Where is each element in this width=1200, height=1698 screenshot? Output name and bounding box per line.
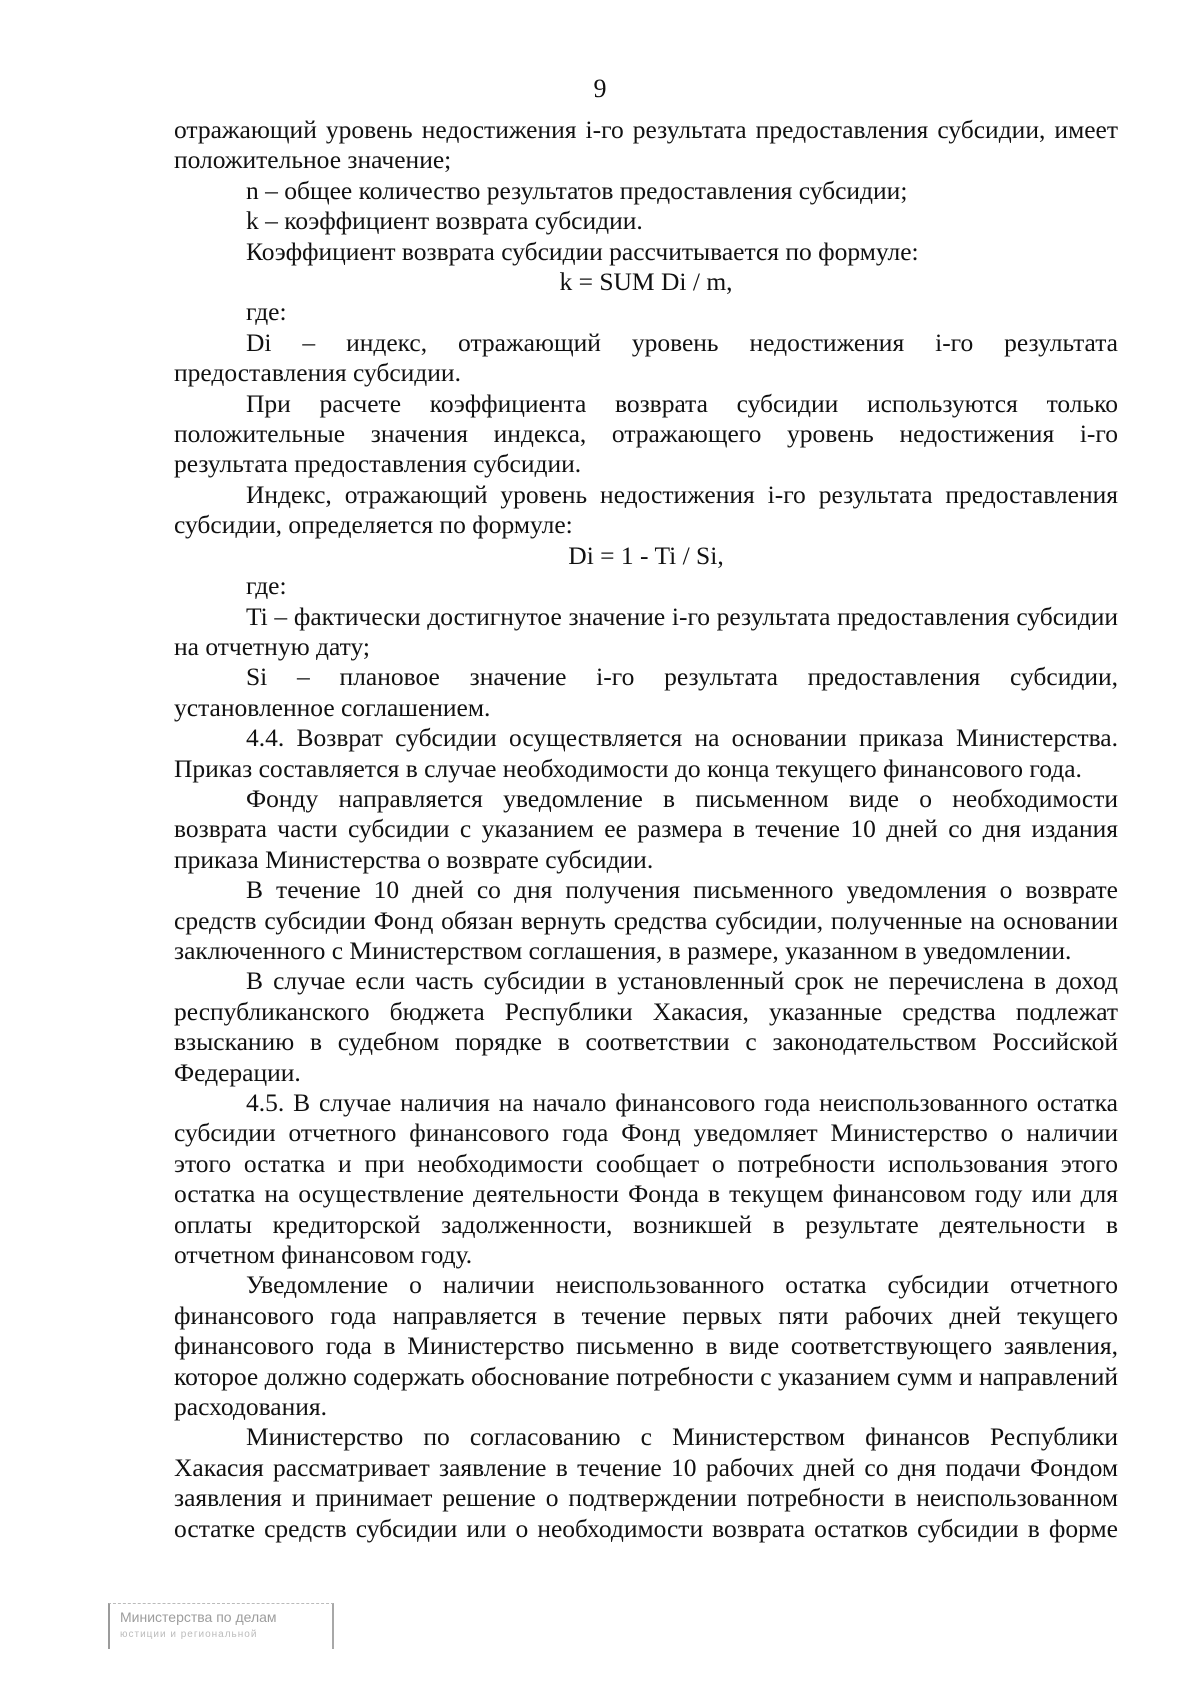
paragraph: Фонду направляется уведомление в письменном виде о необходимости возврата части субсидии с указанием ее размера в течение 10 дней со дня издания приказа Министерства о возврате субсидии. — [174, 783, 1118, 874]
paragraph: Индекс, отражающий уровень недостижения i-го результата предоставления субсидии, определяется по формуле: — [174, 479, 1118, 540]
page-number: 9 — [593, 74, 607, 103]
paragraph: Уведомление о наличии неиспользованного остатка субсидии отчетного финансового года направляется в течение первых пяти рабочих дней текущего финансового года в Министерство письменно в виде соответствующего заявления, которое должно содержать обоснование потребности с указанием сумм и направлений расходования. — [174, 1270, 1118, 1422]
paragraph: где: — [246, 571, 287, 601]
paragraph: k – коэффициент возврата субсидии. — [246, 206, 643, 236]
paragraph: где: — [246, 297, 287, 327]
paragraph: отражающий уровень недостижения i-го результата предоставления субсидии, имеет положительное значение; — [174, 115, 1118, 175]
stamp-line: Министерства по делам — [120, 1609, 277, 1625]
document-body — [174, 115, 1118, 1544]
registration-stamp — [108, 1603, 334, 1649]
stamp-line: юстиции и региональной — [120, 1629, 258, 1640]
paragraph: 4.4. Возврат субсидии осуществляется на основании приказа Министерства. Приказ составляется в случае необходимости до конца текущего финансового года. — [174, 723, 1118, 783]
paragraph: Si – плановое значение i-го результата предоставления субсидии, установленное соглашением. — [174, 662, 1118, 722]
formula-di: Di = 1 - Ti / Si, — [568, 540, 724, 570]
paragraph: 4.5. В случае наличия на начало финансового года неиспользованного остатка субсидии отчетного финансового года Фонд уведомляет Министерство о наличии этого остатка и при необходимости сообщает о потребности использования этого остатка на осуществление деятельности Фонда в текущем финансовом году или для оплаты кредиторской задолженности, возникшей в результате деятельности в отчетном финансовом году. — [174, 1088, 1118, 1270]
paragraph: Di – индекс, отражающий уровень недостижения i-го результата предоставления субсидии. — [174, 327, 1118, 388]
paragraph: Коэффициент возврата субсидии рассчитывается по формуле: — [246, 236, 919, 266]
paragraph: n – общее количество результатов предоставления субсидии; — [246, 175, 908, 205]
formula-k: k = SUM Di / m, — [559, 267, 733, 297]
paragraph: Ti – фактически достигнутое значение i-го результата предоставления субсидии на отчетную дату; — [174, 601, 1118, 661]
paragraph: Министерство по согласованию с Министерством финансов Республики Хакасия рассматривает заявление в течение 10 рабочих дней со дня подачи Фондом заявления и принимает решение о подтверждении потребности в неиспользованном остатке средств субсидии или о необходимости возврата остатков субсидии в форме — [174, 1422, 1118, 1543]
paragraph: При расчете коэффициента возврата субсидии используются только положительные значения индекса, отражающего уровень недостижения i-го результата предоставления субсидии. — [174, 388, 1118, 479]
paragraph: В случае если часть субсидии в установленный срок не перечислена в доход республиканского бюджета Республики Хакасия, указанные средства подлежат взысканию в судебном порядке в соответствии с законодательством Российской Федерации. — [174, 966, 1118, 1087]
paragraph: В течение 10 дней со дня получения письменного уведомления о возврате средств субсидии Фонд обязан вернуть средства субсидии, полученные на основании заключенного с Министерством соглашения, в размере, указанном в уведомлении. — [174, 875, 1118, 965]
